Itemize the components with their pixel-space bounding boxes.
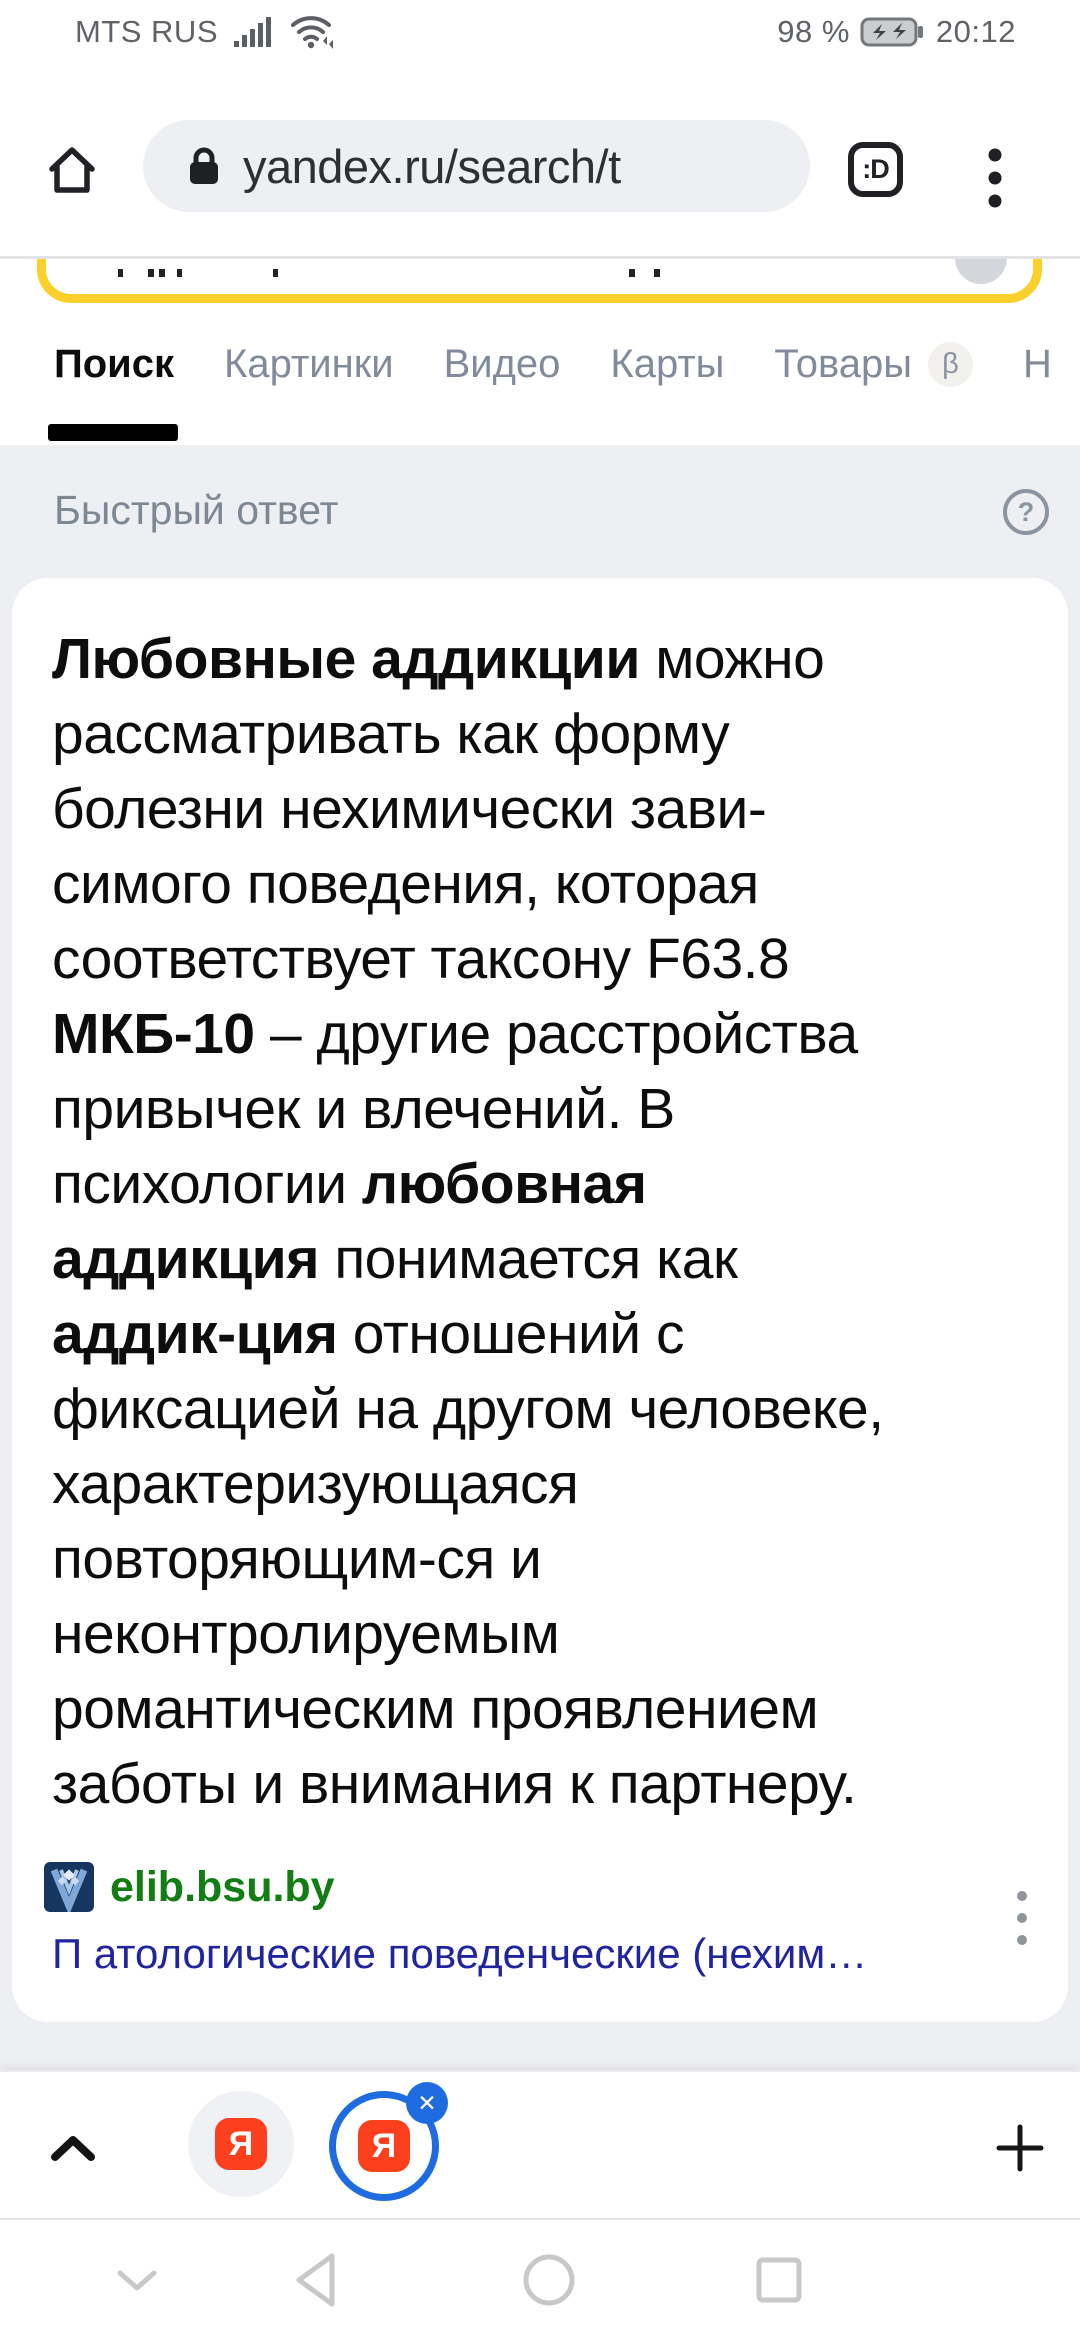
- search-text-fragment: [629, 269, 635, 277]
- close-icon: ✕: [417, 2089, 437, 2116]
- search-text-fragment: [654, 269, 660, 277]
- serp-tab-1[interactable]: [54, 340, 174, 388]
- answer-text: Любовные аддикции можно рассматривать как форму болезни нехимически зави- симого поведения, которая соответствует таксону F63.8 МКБ-10 – другие расстройства привычек и влечений. В психологии любовная аддикция понимается как аддик-ция отношений с фиксацией на другом человеке, характеризующаяся повторяющим-ся и неконтролируемым романтическим проявлением заботы и внимания к партнеру.: [52, 627, 884, 1816]
- quick-answer-card: [12, 578, 1068, 2022]
- serp-tab-label: Поиск: [54, 342, 175, 386]
- tab-count-label: :D: [862, 154, 889, 184]
- beta-badge: β: [928, 342, 973, 387]
- serp-tab-4[interactable]: [610, 340, 724, 388]
- battery-percent-label: 98 %: [777, 14, 850, 49]
- serp-tab-5[interactable]: [774, 340, 973, 388]
- serp-tab-label: Карты: [610, 342, 725, 386]
- search-field-clipped[interactable]: [0, 259, 1080, 310]
- status-bar: [0, 0, 1080, 62]
- yandex-tab-icon: Я: [215, 2118, 267, 2170]
- search-text-fragment: [177, 269, 182, 277]
- search-text-fragment: [273, 269, 278, 277]
- help-glyph: ?: [1017, 496, 1035, 527]
- serp-tab-label: Видео: [443, 342, 561, 386]
- site-favicon: [44, 1862, 94, 1912]
- clock-label: 20:12: [935, 14, 1016, 49]
- recents-icon[interactable]: [755, 2256, 803, 2304]
- browser-toolbar: [0, 62, 1080, 259]
- search-text-fragment: [148, 269, 154, 277]
- serp-tab-label: Картинки: [224, 342, 394, 386]
- home-nav-icon[interactable]: [522, 2254, 576, 2306]
- help-icon[interactable]: [1003, 489, 1049, 535]
- tab-switcher-bar: [0, 2070, 1080, 2220]
- serp-tabs: [0, 310, 1080, 445]
- back-icon[interactable]: [292, 2252, 336, 2308]
- wifi-icon: [290, 14, 336, 50]
- result-menu-icon[interactable]: [1016, 1890, 1028, 1948]
- search-field-border: [37, 259, 1042, 303]
- system-nav-bar: [0, 2218, 1080, 2340]
- source-row[interactable]: [44, 1862, 335, 1912]
- serp-tab-3[interactable]: [444, 340, 561, 388]
- tab-thumbnail[interactable]: [188, 2091, 294, 2197]
- carrier-label: MTS RUS: [75, 14, 218, 49]
- serp-tab-2[interactable]: [224, 340, 394, 388]
- search-text-fragment: [159, 269, 165, 277]
- search-text-fragment: [118, 269, 123, 277]
- browser-menu-icon[interactable]: [988, 148, 1002, 208]
- cellular-signal-icon: [234, 15, 274, 49]
- serp-tab-label: Товары: [774, 342, 913, 386]
- source-domain[interactable]: elib.bsu.by: [110, 1862, 335, 1911]
- lock-icon: [187, 146, 221, 186]
- address-bar[interactable]: [143, 120, 810, 212]
- battery-charging-icon: [860, 15, 926, 49]
- quick-answer-header: Быстрый ответ: [54, 487, 339, 533]
- hide-navbar-chevron-icon[interactable]: [117, 2270, 157, 2292]
- chevron-up-icon[interactable]: [50, 2134, 96, 2162]
- home-icon[interactable]: [45, 143, 99, 197]
- serp-tab-6[interactable]: [1023, 340, 1052, 388]
- tab-switcher-button[interactable]: [848, 142, 903, 197]
- yandex-tab-icon: Я: [358, 2120, 410, 2172]
- close-tab-button[interactable]: [406, 2082, 448, 2124]
- new-tab-button[interactable]: [996, 2124, 1044, 2172]
- serp-tab-label: Н: [1023, 342, 1052, 386]
- result-link[interactable]: П атологические поведенческие (нехим…: [52, 1930, 868, 1977]
- url-text: yandex.ru/search/t: [243, 139, 621, 193]
